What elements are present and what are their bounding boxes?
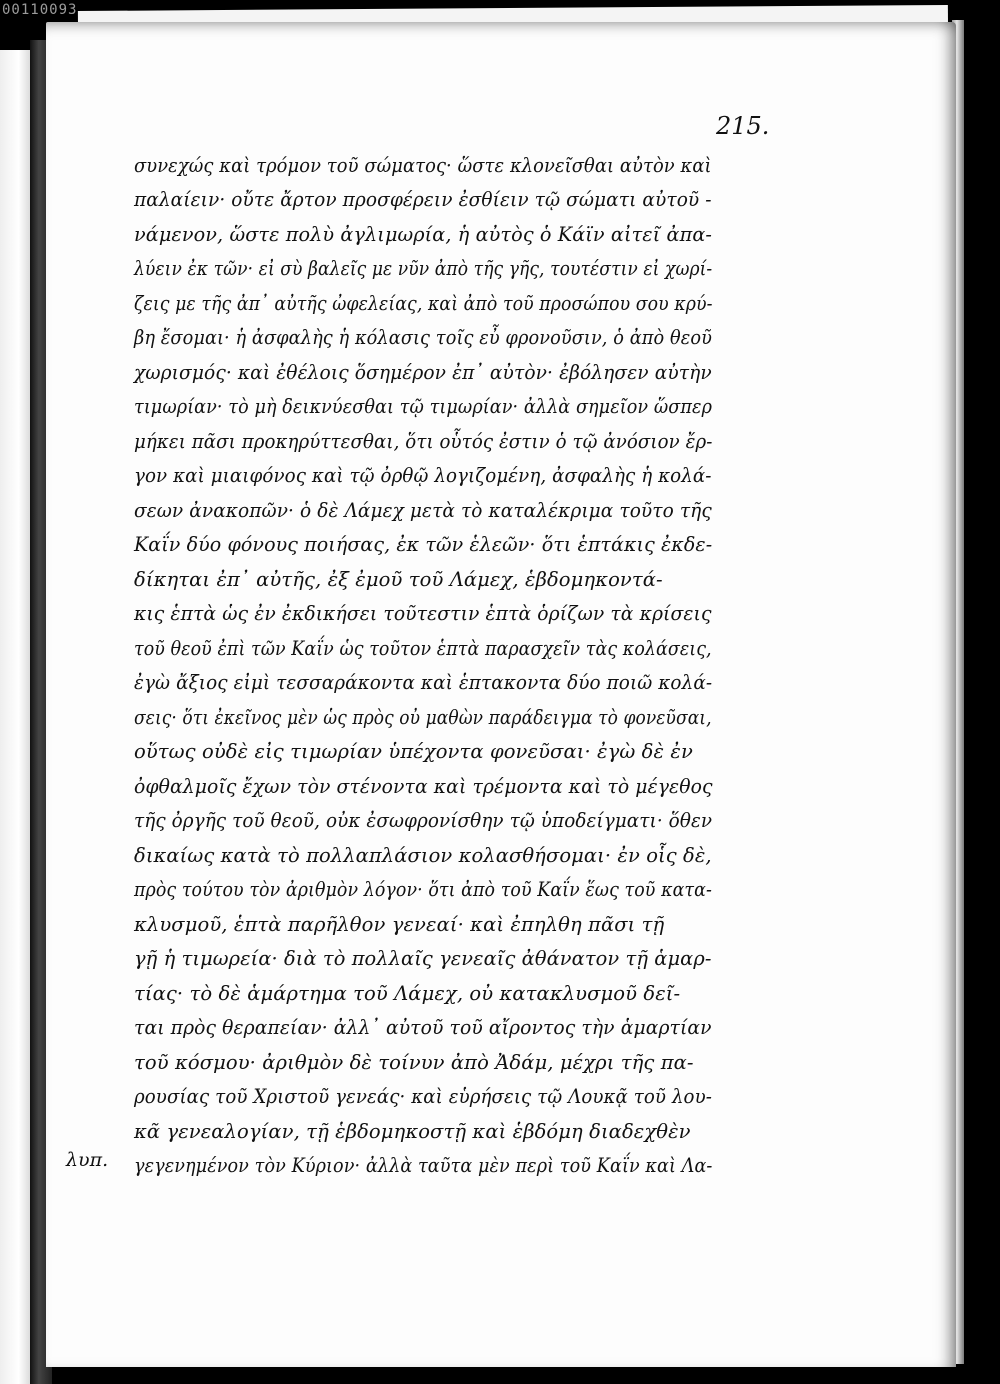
text-line: ὀφθαλμοῖς ἔχων τὸν στένοντα καὶ τρέμοντα καὶ τὸ μέγεθος bbox=[134, 775, 713, 798]
text-line: ἐγὼ ἄξιος εἰμὶ τεσσαράκοντα καὶ ἑπτακοντα δύο ποιῶ κολά- bbox=[134, 671, 713, 694]
text-line: τοῦ κόσμου· ἀριθμὸν δὲ τοίνυν ἀπὸ Ἀδάμ, μέχρι τῆς πα- bbox=[134, 1051, 694, 1074]
text-line: οὕτως οὐδὲ εἰς τιμωρίαν ὑπέχοντα φονεῦσαι· ἐγὼ δὲ ἐν bbox=[134, 740, 693, 763]
text-line: τίας· τὸ δὲ ἁμάρτημα τοῦ Λάμεχ, οὐ κατακλυσμοῦ δεῖ- bbox=[134, 982, 681, 1005]
margin-note: λυπ. bbox=[66, 1149, 109, 1171]
text-line: πρὸς τούτου τὸν ἀριθμὸν λόγον· ὅτι ἀπὸ τοῦ Καΐν ἕως τοῦ κατα- bbox=[134, 878, 712, 901]
text-line: Καΐν δύο φόνους ποιήσας, ἐκ τῶν ἑλεῶν· ὅτι ἑπτάκις ἐκδε- bbox=[134, 533, 713, 556]
text-line: δικαίως κατὰ τὸ πολλαπλάσιον κολασθήσομαι· ἐν οἷς δὲ, bbox=[134, 844, 712, 867]
text-line: ζεις με τῆς ἀπ᾽ αὐτῆς ὠφελείας, καὶ ἀπὸ τοῦ προσώπου σου κρύ- bbox=[134, 292, 713, 315]
text-line: τιμωρίαν· τὸ μὴ δεικνύεσθαι τῷ τιμωρίαν· ἀλλὰ σημεῖον ὥσπερ bbox=[134, 395, 712, 418]
text-line: μήκει πᾶσι προκηρύττεσθαι, ὅτι οὗτός ἐστιν ὁ τῷ ἀνόσιον ἔρ- bbox=[134, 430, 713, 453]
text-line: κις ἑπτὰ ὡς ἐν ἐκδικήσει τοῦτεστιν ἑπτὰ ὁρίζων τὰ κρίσεις bbox=[134, 602, 712, 625]
text-line: κλυσμοῦ, ἑπτὰ παρῆλθον γενεαί· καὶ ἐπηλθη πᾶσι τῇ bbox=[134, 913, 665, 936]
text-line: τοῦ θεοῦ ἐπὶ τῶν Καΐν ὡς τοῦτον ἑπτὰ παρασχεῖν τὰς κολάσεις, bbox=[134, 637, 712, 660]
text-line: γῇ ἡ τιμωρεία· διὰ τὸ πολλαῖς γενεαῖς ἀθάνατον τῇ ἁμαρ- bbox=[134, 947, 712, 970]
text-line: λύειν ἐκ τῶν· εἰ σὺ βαλεῖς με νῦν ἀπὸ τῆς γῆς, τουτέστιν εἰ χωρί- bbox=[134, 257, 713, 280]
text-line: συνεχώς καὶ τρόμον τοῦ σώματος· ὥστε κλονεῖσθαι αὐτὸν καὶ bbox=[134, 154, 712, 177]
text-line: γεγενημένον τὸν Κύριον· ἀλλὰ ταῦτα μὲν περὶ τοῦ Καΐν καὶ Λα- bbox=[134, 1154, 713, 1177]
text-line: νάμενον, ὥστε πολὺ ἀγλιμωρία, ἡ αὐτὸς ὁ Κάϊν αἰτεῖ ἀπα- bbox=[134, 223, 712, 246]
text-line: κᾶ γενεαλογίαν, τῇ ἑβδομηκοστῇ καὶ ἑβδόμη διαδεχθὲν bbox=[134, 1120, 691, 1143]
text-line: βη ἔσομαι· ἡ ἀσφαλὴς ἡ κόλασις τοῖς εὖ φρονοῦσιν, ὁ ἀπὸ θεοῦ bbox=[134, 326, 713, 349]
folio-number: 215. bbox=[716, 112, 770, 140]
text-line: χωρισμός· καὶ ἐθέλοις ὅσημέρον ἐπ᾽ αὐτὸν· ἐβόλησεν αὐτὴν bbox=[134, 361, 712, 384]
archive-id-label: 00110093 bbox=[2, 2, 78, 18]
text-line: τῆς ὀργῆς τοῦ θεοῦ, οὐκ ἐσωφρονίσθην τῷ ὑποδείγματι· ὅθεν bbox=[134, 809, 713, 832]
facing-page-edge bbox=[0, 50, 34, 1384]
text-line: σεις· ὅτι ἐκεῖνος μὲν ὡς πρὸς οὐ μαθὼν παράδειγμα τὸ φονεῦσαι, bbox=[134, 706, 712, 729]
text-line: σεων ἀνακοπῶν· ὁ δὲ Λάμεχ μετὰ τὸ καταλέκριμα τοῦτο τῆς bbox=[134, 499, 712, 522]
text-line: παλαίειν· οὔτε ἄρτον προσφέρειν ἐσθίειν τῷ σώματι αὐτοῦ - bbox=[134, 188, 712, 211]
text-line: δίκηται ἐπ᾽ αὐτῆς, ἐξ ἐμοῦ τοῦ Λάμεχ, ἑβδομηκοντά- bbox=[134, 568, 663, 591]
text-line: γον καὶ μιαιφόνος καὶ τῷ ὀρθῷ λογιζομένη, ἀσφαλὴς ἡ κολά- bbox=[134, 464, 712, 487]
text-line: ρουσίας τοῦ Χριστοῦ γενεάς· καὶ εὑρήσεις τῷ Λουκᾷ τοῦ λου- bbox=[134, 1085, 712, 1108]
text-line: ται πρὸς θεραπείαν· ἀλλ᾽ αὐτοῦ τοῦ αἴροντος τὴν ἁμαρτίαν bbox=[134, 1016, 712, 1039]
